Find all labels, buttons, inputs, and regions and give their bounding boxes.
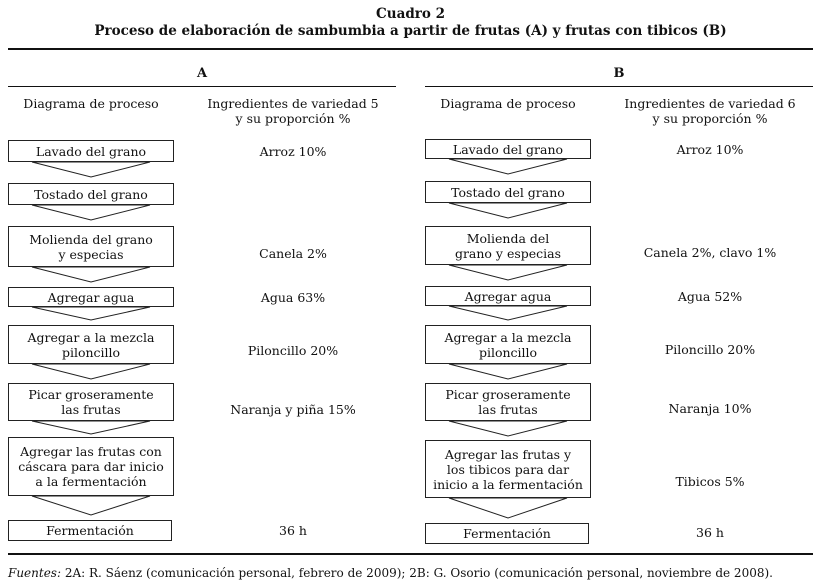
step-b-lavado <box>425 139 591 159</box>
step-a-fermentacion-text: Fermentación <box>46 523 134 538</box>
step-b-tostado-text: Tostado del grano <box>451 184 565 200</box>
ingredient-a-arroz: Arroz 10% <box>259 144 327 159</box>
step-b-molienda-line1: Molienda del <box>466 230 550 246</box>
arrow-down-icon <box>448 203 568 219</box>
arrow-down-icon <box>448 421 568 437</box>
step-b-picar <box>425 383 591 421</box>
step-a-piloncillo-line1: Agregar a la mezcla <box>27 329 155 345</box>
step-a-agua-text: Agregar agua <box>47 289 135 305</box>
ingredient-a-piloncillo: Piloncillo 20% <box>247 343 339 358</box>
sources-label: Fuentes: <box>8 566 62 580</box>
table-title: Proceso de elaboración de sambumbia a partir de frutas (A) y frutas con tibicos (B) <box>94 23 727 39</box>
section-b-rule <box>425 86 813 87</box>
step-b-piloncillo-line2: piloncillo <box>478 344 538 360</box>
step-a-molienda <box>8 226 174 267</box>
section-b-label: B <box>613 66 625 81</box>
step-b-picar-line1: Picar groseramente <box>445 387 571 402</box>
ingredient-b-arroz: Arroz 10% <box>676 142 744 157</box>
step-a-tostado-text: Tostado del grano <box>34 186 148 202</box>
step-a-picar-line2: las frutas <box>61 402 121 417</box>
step-b-lavado-text: Lavado del grano <box>452 141 564 157</box>
bottom-rule <box>8 553 813 555</box>
arrow-down-icon <box>31 307 151 321</box>
table-caption: Cuadro 2 <box>376 6 445 22</box>
step-a-molienda-line2: y especias <box>58 246 124 262</box>
step-a-agregar-frutas-line3: a la fermentación <box>35 474 147 489</box>
ingredient-a-naranja-pina: Naranja y piña 15% <box>230 402 356 417</box>
arrow-down-icon <box>31 267 151 283</box>
step-a-agregar-frutas-line1: Agregar las frutas con <box>20 444 162 459</box>
ingredient-a-agua: Agua 63% <box>260 290 326 305</box>
step-b-agregar-frutas-line1: Agregar las frutas y <box>444 446 572 462</box>
ingredient-b-tibicos: Tibicos 5% <box>675 474 745 489</box>
arrow-down-icon <box>31 496 151 516</box>
step-a-agua <box>8 287 174 307</box>
step-b-agregar-frutas-line2: los tibicos para dar <box>446 461 570 477</box>
step-b-agua-text: Agregar agua <box>464 288 552 304</box>
step-b-molienda <box>425 226 591 265</box>
step-b-piloncillo-line1: Agregar a la mezcla <box>444 329 572 345</box>
step-b-tostado <box>425 181 591 203</box>
step-a-tostado <box>8 183 174 205</box>
ingredient-b-piloncillo: Piloncillo 20% <box>664 342 756 357</box>
step-b-agregar-frutas <box>425 440 591 498</box>
ingredient-a-canela: Canela 2% <box>259 246 327 261</box>
arrow-down-icon <box>448 159 568 175</box>
step-a-agregar-frutas <box>8 437 174 496</box>
top-rule <box>8 48 813 50</box>
step-a-lavado <box>8 140 174 162</box>
section-b-ingredients-header-line2: y su proporción % <box>652 111 768 126</box>
section-a-ingredients-header-line1: Ingredientes de variedad 5 <box>207 96 379 111</box>
arrow-down-icon <box>31 364 151 380</box>
ingredient-b-tiempo: 36 h <box>696 525 724 540</box>
step-b-fermentacion <box>425 523 589 544</box>
arrow-down-icon <box>448 265 568 281</box>
step-b-agregar-frutas-line3: inicio a la fermentación <box>433 476 583 492</box>
section-a-rule <box>8 86 396 87</box>
arrow-down-icon <box>31 421 151 435</box>
sources-footnote <box>8 566 773 580</box>
step-b-fermentacion-text: Fermentación <box>463 526 551 541</box>
step-a-fermentacion <box>8 520 172 541</box>
step-a-picar-line1: Picar groseramente <box>28 387 154 402</box>
section-b-ingredients-header-line1: Ingredientes de variedad 6 <box>624 96 796 111</box>
sources-text: 2A: R. Sáenz (comunicación personal, febrero de 2009); 2B: G. Osorio (comunicación personal, noviembre de 2008). <box>61 566 773 580</box>
arrow-down-icon <box>448 364 568 380</box>
step-b-picar-line2: las frutas <box>478 402 538 417</box>
step-a-piloncillo <box>8 325 174 364</box>
step-a-piloncillo-line2: piloncillo <box>61 344 121 360</box>
step-a-molienda-line1: Molienda del grano <box>29 231 153 247</box>
ingredient-b-canela-clavo: Canela 2%, clavo 1% <box>643 245 777 260</box>
arrow-down-icon <box>448 498 568 519</box>
ingredient-b-naranja: Naranja 10% <box>668 401 752 416</box>
section-b-diagram-header: Diagrama de proceso <box>440 96 576 111</box>
step-b-molienda-line2: grano y especias <box>454 245 562 261</box>
arrow-down-icon <box>448 306 568 321</box>
step-a-lavado-text: Lavado del grano <box>35 143 147 159</box>
step-a-picar <box>8 383 174 421</box>
section-a-ingredients-header-line2: y su proporción % <box>235 111 351 126</box>
arrow-down-icon <box>31 205 151 221</box>
section-a-ingredients-header <box>193 96 393 126</box>
ingredient-b-agua: Agua 52% <box>677 289 743 304</box>
ingredient-a-tiempo: 36 h <box>279 523 307 538</box>
section-a-diagram-header: Diagrama de proceso <box>23 96 159 111</box>
section-b-ingredients-header <box>610 96 810 126</box>
step-b-agua <box>425 286 591 306</box>
step-a-agregar-frutas-line2: cáscara para dar inicio <box>18 459 164 474</box>
step-b-piloncillo <box>425 325 591 364</box>
arrow-down-icon <box>31 162 151 178</box>
section-a-label: A <box>196 66 208 81</box>
